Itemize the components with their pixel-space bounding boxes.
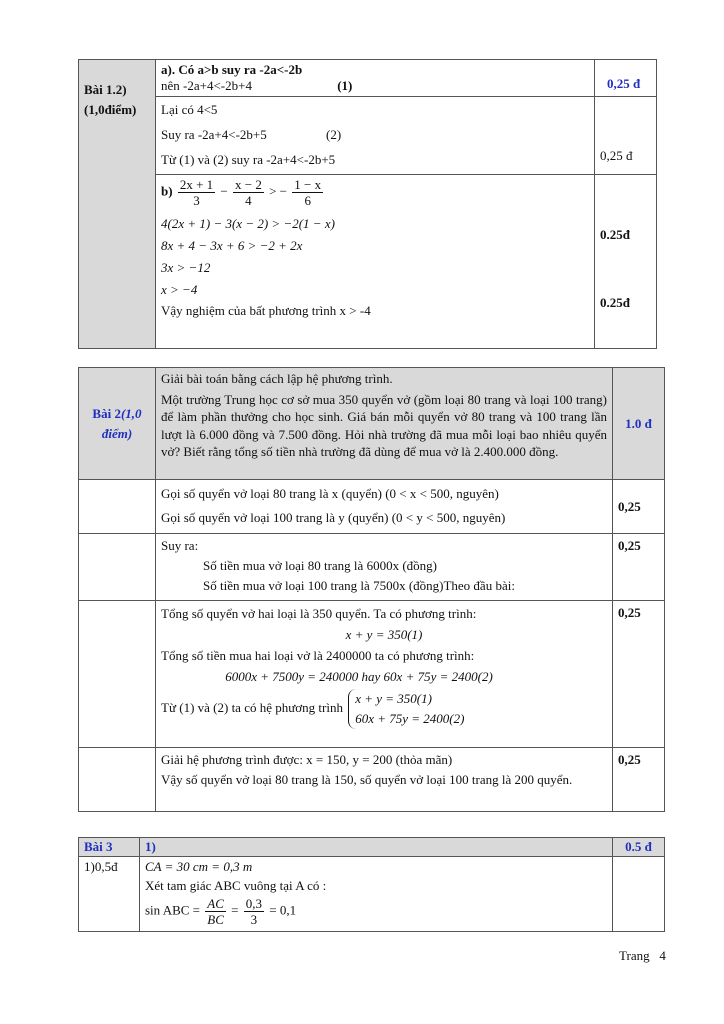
- bai2-label: Bài 2: [92, 405, 121, 421]
- bai3-sub-label: 1)0,5đ: [84, 859, 118, 874]
- bai2-r2-score-cell: [613, 534, 665, 601]
- bai2-r3-score: 0,25: [618, 605, 641, 620]
- bai2-label-cell: [79, 368, 156, 480]
- bai1-a-tag1: (1): [337, 78, 353, 93]
- page-number: Trang 4: [619, 948, 666, 963]
- bai1-b-op1: −: [220, 183, 228, 199]
- bai2-r3-line3: Từ (1) và (2) ta có hệ phương trình: [161, 699, 343, 715]
- bai1-b-score1: 0.25đ: [600, 227, 630, 242]
- bai2-problem-title: Giải bài toán bằng cách lập hệ phương trình.: [161, 371, 393, 386]
- bai2-table: [78, 367, 665, 812]
- bai3-frac2: $\frac{0,3}{3}$: [245, 896, 262, 927]
- bai2-r3-line1: Tổng số quyển vở hai loại là 350 quyển. Ta có phương trình:: [161, 606, 477, 621]
- bai3-result: = 0,1: [269, 902, 297, 918]
- bai1-a-score2-cell: [595, 97, 657, 175]
- bai2-r1-cell: [156, 480, 613, 534]
- bai2-r1-score-cell: [613, 480, 665, 534]
- bai1-label: Bài 1.2): [84, 82, 127, 97]
- bai2-r3-brace: [348, 689, 464, 729]
- bai3-score-cell: [613, 838, 665, 857]
- bai2-r2-line2: Số tiền mua vở loại 80 trang là 6000x (đồng): [203, 558, 437, 573]
- bai1-a-line4: Suy ra -2a+4<-2b+5: [161, 127, 267, 142]
- bai1-b-score-cell: [595, 175, 657, 349]
- bai1-b-step4: x > −4: [161, 282, 198, 297]
- bai1-label-cell: [79, 60, 156, 349]
- bai1-a-score1-cell: [595, 60, 657, 97]
- bai1-a-body-cell: [156, 97, 595, 175]
- bai1-b-inequality: [161, 177, 589, 213]
- bai1-a-head-cell: [156, 60, 595, 97]
- bai3-table: [78, 837, 665, 932]
- bai1-b-frac1: $\frac{2x + 1}{3}$: [179, 177, 214, 208]
- bai2-r3-cell: [156, 601, 613, 748]
- bai2-total-score-cell: [613, 368, 665, 480]
- bai3-label: Bài 3: [84, 839, 113, 854]
- bai1-b-step2: 8x + 4 − 3x + 6 > −2 + 2x: [161, 238, 303, 253]
- bai1-table: [78, 59, 657, 349]
- bai1-a-line3: Lại có 4<5: [161, 102, 218, 117]
- bai1-a-line5: Từ (1) và (2) suy ra -2a+4<-2b+5: [161, 152, 336, 167]
- bai2-r4-cell: [156, 748, 613, 812]
- bai3-part: 1): [145, 839, 156, 854]
- bai2-empty-cell-2: [79, 534, 156, 601]
- bai2-problem-cell: [156, 368, 613, 480]
- bai1-a-head: a). Có a>b suy ra -2a<-2b: [161, 62, 303, 77]
- bai3-label-cell: [79, 838, 140, 857]
- bai2-r4-line1: Giải hệ phương trình được: x = 150, y = 200 (thỏa mãn): [161, 752, 453, 767]
- bai2-r1-line2: Gọi số quyển vở loại 100 trang là y (quyển) (0 < y < 500, nguyên): [161, 510, 506, 525]
- bai1-b-frac2: $\frac{x - 2}{4}$: [235, 177, 262, 208]
- bai3-sub-label-cell: [79, 857, 140, 932]
- bai1-b-label: b): [161, 183, 173, 199]
- bai2-r2-score: 0,25: [618, 538, 641, 553]
- bai3-body-cell: [140, 857, 613, 932]
- bai2-points: (1,0 điểm): [101, 405, 142, 441]
- bai1-points: (1,0điểm): [84, 102, 137, 117]
- bai1-b-step1: 4(2x + 1) − 3(x − 2) > −2(1 − x): [161, 216, 335, 231]
- bai2-r1-line1: Gọi số quyển vở loại 80 trang là x (quyển) (0 < x < 500, nguyên): [161, 486, 499, 501]
- bai1-b-score2: 0.25đ: [600, 295, 630, 310]
- bai2-r4-score-cell: [613, 748, 665, 812]
- bai3-eq: =: [231, 902, 239, 918]
- bai1-b-op2: > −: [269, 183, 288, 199]
- bai2-r3-sys1: x + y = 350(1): [355, 691, 432, 706]
- bai2-r4-line2: Vậy số quyển vở loại 80 trang là 150, số quyển vở loại 100 trang là 200 quyển.: [161, 772, 573, 787]
- bai1-a-line2: nên -2a+4<-2b+4: [161, 78, 252, 93]
- bai1-a-score2: 0,25 đ: [600, 148, 633, 163]
- bai2-total-score: 1.0 đ: [625, 415, 652, 431]
- bai3-line1: CA = 30 cm = 0,3 m: [145, 859, 253, 874]
- bai1-a-tag2: (2): [326, 127, 342, 142]
- bai2-r3-line2: Tổng số tiền mua hai loại vở là 2400000 ta có phương trình:: [161, 648, 475, 663]
- bai2-empty-cell-3: [79, 601, 156, 748]
- bai2-r2-cell: [156, 534, 613, 601]
- bai3-sin-prefix: sin ABC =: [145, 902, 201, 918]
- bai2-r3-system: [161, 689, 607, 729]
- bai2-r4-score: 0,25: [618, 752, 641, 767]
- bai1-b-cell: [156, 175, 595, 349]
- bai2-r3-eq1: x + y = 350(1): [345, 627, 423, 642]
- bai2-r2-line3: Số tiền mua vở loại 100 trang là 7500x (đồng)Theo đầu bài:: [203, 578, 515, 593]
- bai3-score: 0.5 đ: [625, 839, 652, 854]
- bai1-b-frac3: $\frac{1 - x}{6}$: [294, 177, 322, 208]
- bai3-sin-line: [145, 896, 607, 927]
- bai1-b-step3: 3x > −12: [161, 260, 211, 275]
- bai2-r3-sys2: 60x + 75y = 2400(2): [355, 711, 465, 726]
- bai2-problem-text: Một trường Trung học cơ sở mua 350 quyển vở (gồm loại 80 trang và loại 100 trang) để làm phần thưởng cho học sinh. Giá bán mỗi quyển vở 80 trang và 100 trang lần lượt là 6.000 đồng và 7.500 đồng. Hỏi nhà trường đã mua mỗi loại bao nhiêu quyển vở? Biết rằng tổng số tiền nhà trường đã dùng để mua vở là 2.400.000 đồng.: [161, 391, 607, 459]
- bai2-r3-score-cell: [613, 601, 665, 748]
- bai3-line2: Xét tam giác ABC vuông tại A có :: [145, 878, 327, 893]
- bai3-empty-cell: [613, 857, 665, 932]
- bai2-r3-eq2: 6000x + 7500y = 240000 hay 60x + 75y = 2400(2): [225, 669, 493, 684]
- bai2-r2-line1: Suy ra:: [161, 538, 199, 553]
- bai2-empty-cell-4: [79, 748, 156, 812]
- bai1-b-conclusion: Vậy nghiệm của bất phương trình x > -4: [161, 303, 371, 318]
- bai2-empty-cell-1: [79, 480, 156, 534]
- bai3-frac1: $\frac{AC}{BC}$: [207, 896, 224, 927]
- bai3-part-cell: [140, 838, 613, 857]
- bai1-a-score1: 0,25 đ: [607, 76, 641, 91]
- bai2-r1-score: 0,25: [618, 498, 641, 514]
